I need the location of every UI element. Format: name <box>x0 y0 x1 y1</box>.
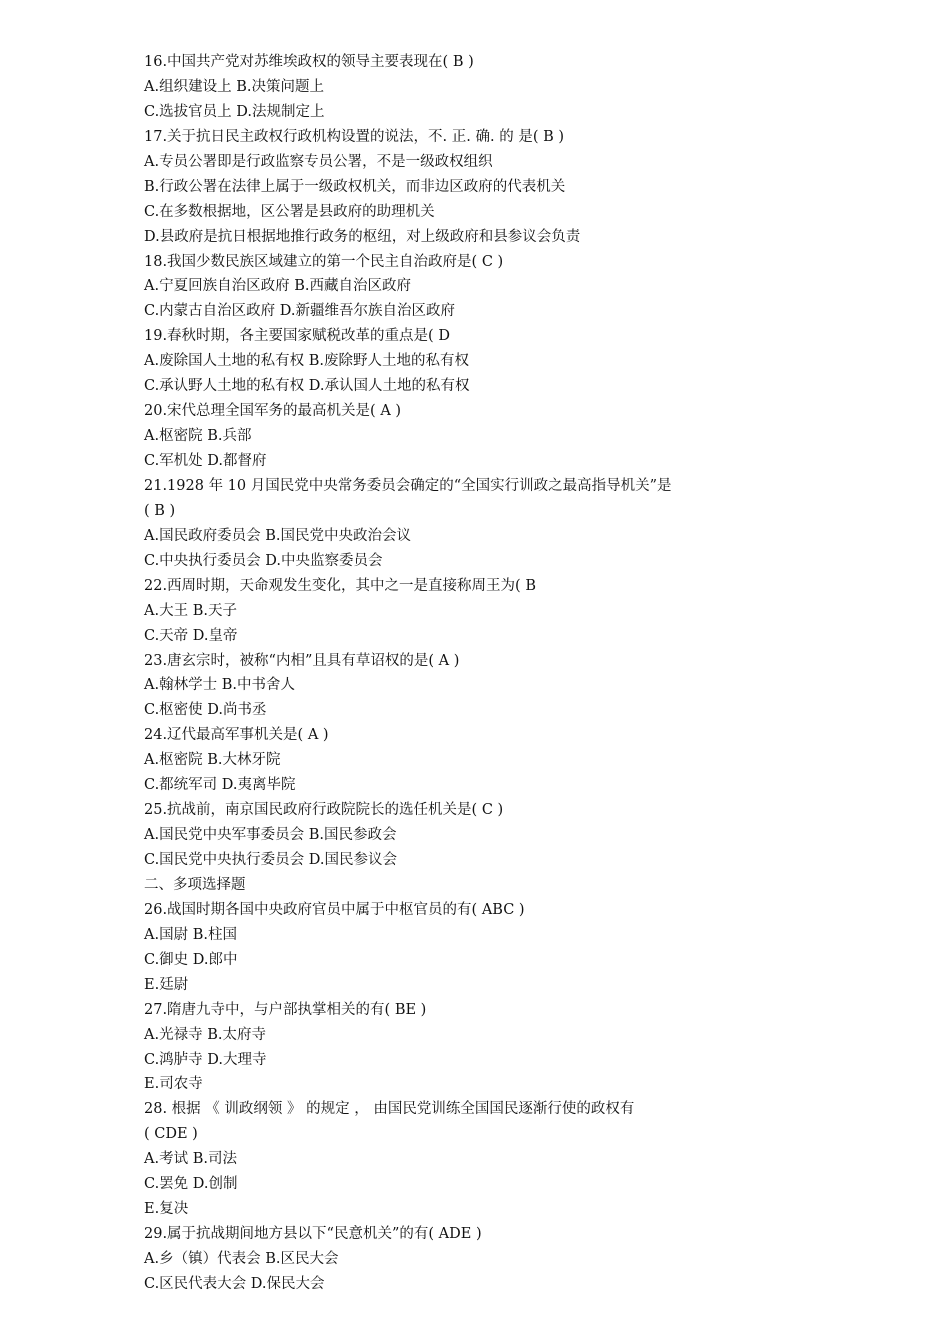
question-26-option-e: E.廷尉 <box>144 976 189 993</box>
question-16-options-ab: A.组织建设上 B.决策问题上 <box>144 78 324 95</box>
question-21-stem: 21.1928 年 10 月国民党中央常务委员会确定的“全国实行训政之最高指导机关”是 <box>144 477 672 494</box>
question-17-option-d: D.县政府是抗日根据地推行政务的枢纽，对上级政府和县参议会负责 <box>144 228 581 245</box>
question-26-options-cd: C.御史 D.郎中 <box>144 951 238 968</box>
question-19-options-ab: A.废除国人土地的私有权 B.废除野人土地的私有权 <box>144 353 469 370</box>
question-28-options-cd: C.罢免 D.创制 <box>144 1176 238 1193</box>
question-19-stem: 19.春秋时期，各主要国家赋税改革的重点是( D <box>144 328 450 345</box>
question-24-stem: 24.辽代最高军事机关是( A ) <box>144 727 329 744</box>
question-22-options-cd: C.天帝 D.皇帝 <box>144 627 238 644</box>
question-23-options-ab: A.翰林学士 B.中书舍人 <box>144 677 295 694</box>
question-18-stem: 18.我国少数民族区域建立的第一个民主自治政府是( C ) <box>144 253 504 270</box>
question-16-options-cd: C.选拔官员上 D.法规制定上 <box>144 103 325 120</box>
question-21-answer: ( B ) <box>144 502 176 519</box>
question-26-options-ab: A.国尉 B.柱国 <box>144 926 237 943</box>
question-18-options-cd: C.内蒙古自治区政府 D.新疆维吾尔族自治区政府 <box>144 303 456 320</box>
section-heading-multiple-choice: 二、多项选择题 <box>144 876 246 893</box>
question-25-options-cd: C.国民党中央执行委员会 D.国民参议会 <box>144 852 398 868</box>
question-27-options-cd: C.鸿胪寺 D.大理寺 <box>144 1051 267 1068</box>
document-page <box>144 50 784 1297</box>
question-27-options-ab: A.光禄寺 B.太府寺 <box>144 1026 266 1043</box>
question-17-option-a: A.专员公署即是行政监察专员公署，不是一级政权组织 <box>144 153 493 170</box>
question-24-options-ab: A.枢密院 B.大林牙院 <box>144 752 281 769</box>
question-19-options-cd: C.承认野人土地的私有权 D.承认国人土地的私有权 <box>144 378 470 395</box>
question-17-option-b: B.行政公署在法律上属于一级政权机关，而非边区政府的代表机关 <box>144 178 566 195</box>
question-17-stem: 17.关于抗日民主政权行政机构设置的说法，不. 正. 确. 的 是( B ) <box>144 128 565 145</box>
question-21-options-ab: A.国民政府委员会 B.国民党中央政治会议 <box>144 527 411 544</box>
question-21-options-cd: C.中央执行委员会 D.中央监察委员会 <box>144 552 383 569</box>
question-23-options-cd: C.枢密使 D.尚书丞 <box>144 702 267 719</box>
question-22-stem: 22.西周时期，天命观发生变化，其中之一是直接称周王为( B <box>144 577 536 594</box>
question-28-options-ab: A.考试 B.司法 <box>144 1151 237 1168</box>
question-20-options-ab: A.枢密院 B.兵部 <box>144 428 252 445</box>
question-28-stem: 28. 根据 《 训政纲领 》 的规定 ， 由国民党训练全国国民逐渐行使的政权有 <box>144 1101 635 1118</box>
question-25-options-ab: A.国民党中央军事委员会 B.国民参政会 <box>144 827 397 844</box>
question-16-stem: 16.中国共产党对苏维埃政权的领导主要表现在( B ) <box>144 54 474 70</box>
question-20-options-cd: C.军机处 D.都督府 <box>144 453 267 469</box>
question-29-options-cd: C.区民代表大会 D.保民大会 <box>144 1275 325 1292</box>
question-23-stem: 23.唐玄宗时，被称“内相”且具有草诏权的是( A ) <box>144 652 460 669</box>
question-24-options-cd: C.都统军司 D.夷离毕院 <box>144 777 296 794</box>
question-20-stem: 20.宋代总理全国军务的最高机关是( A ) <box>144 403 402 420</box>
question-29-options-ab: A.乡（镇）代表会 B.区民大会 <box>144 1251 339 1267</box>
question-27-option-e: E.司农寺 <box>144 1076 203 1093</box>
question-28-answer: ( CDE ) <box>144 1126 198 1143</box>
question-27-stem: 27.隋唐九寺中，与户部执掌相关的有( BE ) <box>144 1001 427 1018</box>
question-18-options-ab: A.宁夏回族自治区政府 B.西藏自治区政府 <box>144 278 411 295</box>
question-28-option-e: E.复决 <box>144 1201 189 1218</box>
question-29-stem: 29.属于抗战期间地方县以下“民意机关”的有( ADE ) <box>144 1226 482 1243</box>
question-26-stem: 26.战国时期各国中央政府官员中属于中枢官员的有( ABC ) <box>144 901 525 918</box>
question-25-stem: 25.抗战前，南京国民政府行政院院长的选任机关是( C ) <box>144 802 504 819</box>
question-17-option-c: C.在多数根据地，区公署是县政府的助理机关 <box>144 203 435 220</box>
question-22-options-ab: A.大王 B.天子 <box>144 602 237 619</box>
